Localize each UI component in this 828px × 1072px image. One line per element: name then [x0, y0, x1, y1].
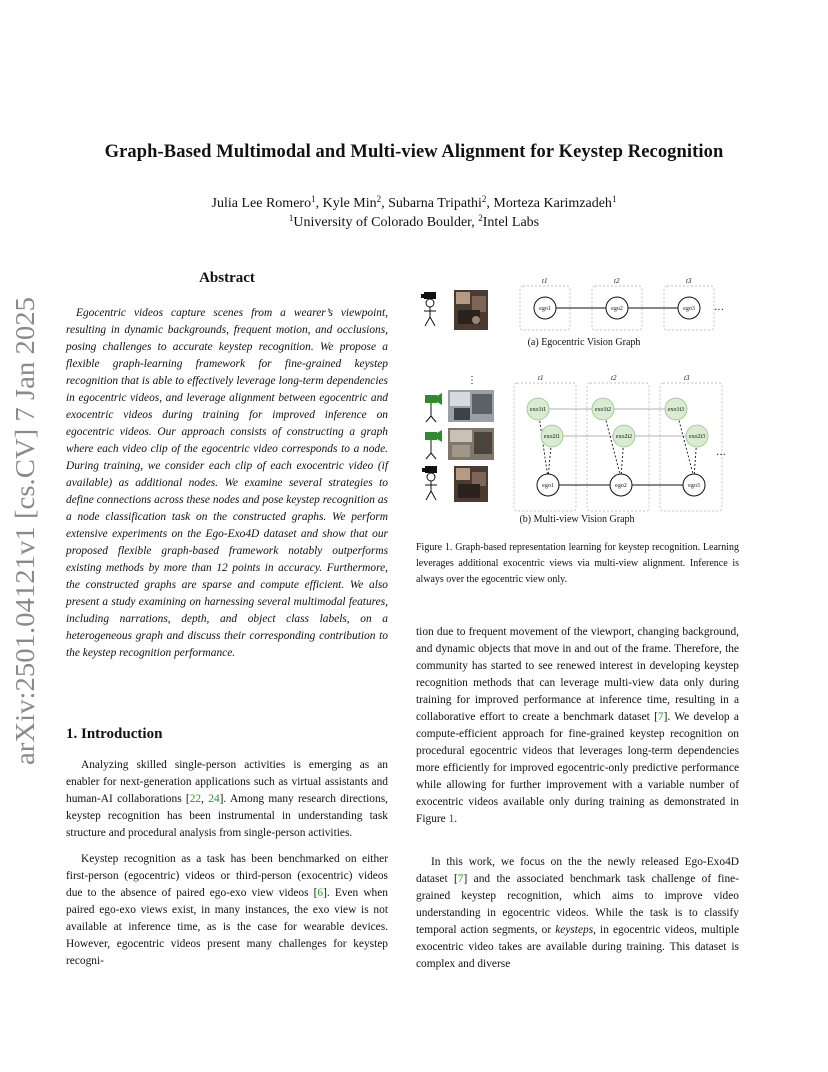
paragraph-text: ] and the associated benchmark task challenge of fine-grained keystep recognition, which aims to improve video understanding in egocentric videos. While the task is to classify temporal action segments, or [416, 873, 740, 936]
author-affiliation-mark: 2 [481, 194, 487, 204]
paragraph-text: ]. We develop a compute-efficient approach for fine-grained keystep recognition on procedural egocentric videos that leverages long-term dependencies more efficiently for improved egocentric-only predictive performance while allowing for further improvement with a variable number of exocentric videos available only during training as demonstrated in Figure [416, 711, 739, 825]
paper-title: Graph-Based Multimodal and Multi-view Alignment for Keystep Recognition [104, 142, 724, 162]
paragraph-text: Analyzing skilled single-person activities is emerging as an enabler for next-generation applications such as virtual assistants and human-AI collaborations [ [66, 759, 388, 805]
wearer-figure-icon [421, 292, 436, 326]
intro-paragraph-4 [416, 854, 739, 973]
figure-reference-link[interactable]: 1 [448, 813, 455, 825]
ego-node-label: ego3 [683, 306, 695, 312]
time-label: t3 [684, 374, 690, 382]
section-heading-introduction: 1. Introduction [66, 726, 163, 742]
ego-node-label: ego1 [539, 306, 551, 312]
paragraph-text: , [201, 793, 209, 805]
ego-node-label: ego1 [542, 483, 554, 489]
time-label: t1 [538, 374, 544, 382]
emphasized-term: keysteps [555, 924, 594, 936]
affiliation-list [40, 213, 788, 232]
abstract-heading: Abstract [199, 270, 255, 286]
time-label: t2 [614, 277, 620, 285]
subfigure-a-caption: (a) Egocentric Vision Graph [527, 337, 641, 348]
author-affiliation-mark: 1 [611, 194, 617, 204]
author-separator: , [315, 196, 323, 211]
time-label: t1 [542, 277, 548, 285]
intro-paragraph-2 [66, 851, 388, 970]
author-affiliation-mark: 1 [311, 194, 316, 204]
paragraph-text: tion due to frequent movement of the viewport, changing background, and dynamic objects that move in and out of the frame. Therefore, the community has started to see renewed interest in developing keystep recognition methods that can leverage multi-view data only during training for improved performance at inference time, resulting in a collaborative effort to create a benchmark dataset [ [416, 626, 739, 723]
affiliation-name: Intel Labs [482, 215, 540, 230]
exocentric-camera-icon [425, 393, 442, 422]
exocentric-video-frame-image [448, 390, 494, 422]
ellipsis: … [714, 302, 724, 313]
author-separator: , [486, 196, 494, 211]
citation-link[interactable]: 6 [317, 887, 324, 899]
author-list [40, 194, 788, 213]
ego-node-label: ego3 [688, 483, 700, 489]
author-name: Julia Lee Romero [211, 196, 312, 211]
exocentric-camera-icon [425, 430, 442, 459]
exo-node-label: exo2t2 [615, 434, 633, 440]
author-name: Morteza Karimzadeh [493, 196, 612, 211]
exo-node-label: exo2t3 [688, 434, 706, 440]
intro-paragraph-3 [416, 624, 739, 828]
paragraph-text: , in egocentric videos, multiple exocentric video takes are available during training. This dataset is complex and diverse [416, 924, 739, 970]
ego-node-label: ego2 [615, 483, 627, 489]
ego-node-label: ego2 [611, 306, 623, 312]
paragraph-text: ]. Even when paired ego-exo views exist, in many instances, the exo view is not available at inference time, as is the case for wearable devices. However, egocentric videos present many challenges for keystep recogni- [66, 887, 388, 967]
subfigure-b-caption: (b) Multi-view Vision Graph [519, 514, 635, 525]
exo-node-label: exo1t1 [529, 407, 547, 413]
paragraph-text: Keystep recognition as a task has been benchmarked on either first-person (egocentric) videos or third-person (exocentric) videos due to the absence of paired ego-exo view videos [ [66, 853, 388, 899]
citation-link[interactable]: 22 [189, 793, 202, 805]
paragraph-text: In this work, we focus on the the newly released Ego-Exo4D dataset [ [416, 856, 739, 885]
paragraph-text: ]. Among many research directions, keystep recognition has been instrumental in understanding task structure and procedural analysis from single-person activities. [66, 793, 388, 839]
egocentric-video-frame-image [454, 290, 488, 330]
arxiv-stamp [9, 295, 41, 765]
author-name: Kyle Min [322, 196, 377, 211]
arxiv-identifier: arXiv:2501.04121v1 [cs.CV] 7 Jan 2025 [10, 325, 40, 765]
egocentric-video-frame-image [454, 466, 488, 502]
time-label: t2 [611, 374, 617, 382]
ellipsis: … [716, 447, 726, 458]
figure-1-caption: Figure 1. Graph-based representation learning for keystep recognition. Learning leverages additional exocentric views via multi-view alignment. Inference is always over the egocentric view only. [416, 542, 739, 585]
exo-node-label: exo2t1 [543, 434, 561, 440]
affiliation-separator: , [471, 215, 479, 230]
intro-paragraph-1 [66, 757, 388, 842]
exo-node-label: exo1t3 [667, 407, 685, 413]
paragraph-text: . [454, 813, 458, 825]
exocentric-video-frame-image [448, 428, 494, 460]
abstract-text: Egocentric videos capture scenes from a wearer’s viewpoint, resulting in dynamic backgrounds, frequent motion, and occlusions, posing challenges to accurate keystep recognition. We propose a flexible graph-learning framework for fine-grained keystep recognition that is able to effectively leverage long-term dependencies in egocentric videos, and leverage alignment between egocentric and exocentric videos during training for improved inference on egocentric videos. Our approach consists of constructing a graph where each video clip of the egocentric video corresponds to a node. During training, we consider each clip of each exocentric video (if available) as additional nodes. We examine several strategies to define connections across these nodes and pose keystep recognition as a node classification task on the constructed graphs. We perform extensive experiments on the Ego-Exo4D dataset and show that our proposed flexible graph-based framework notably outperforms existing methods by more than 12 points in accuracy. Furthermore, the constructed graphs are sparse and compute efficient. We also present a study examining on harnessing several multimodal features, including narrations, depth, and object class labels, on a heterogeneous graph and discuss their corresponding contribution to the keystep recognition performance. [66, 307, 388, 659]
author-separator: , [381, 196, 389, 211]
author-name: Subarna Tripathi [388, 196, 482, 211]
citation-link[interactable]: 7 [657, 711, 664, 723]
affiliation-mark: 2 [478, 213, 483, 223]
wearer-figure-icon [422, 466, 437, 500]
author-affiliation-mark: 2 [376, 194, 382, 204]
exo-node-label: exo1t2 [594, 407, 612, 413]
citation-link[interactable]: 7 [457, 873, 464, 885]
time-label: t3 [686, 277, 692, 285]
figure-1-graph-diagram [414, 270, 754, 530]
citation-link[interactable]: 24 [208, 793, 220, 805]
affiliation-mark: 1 [288, 213, 294, 223]
vertical-ellipsis: ⋮ [467, 375, 477, 386]
affiliation-name: University of Colorado Boulder [293, 215, 472, 230]
